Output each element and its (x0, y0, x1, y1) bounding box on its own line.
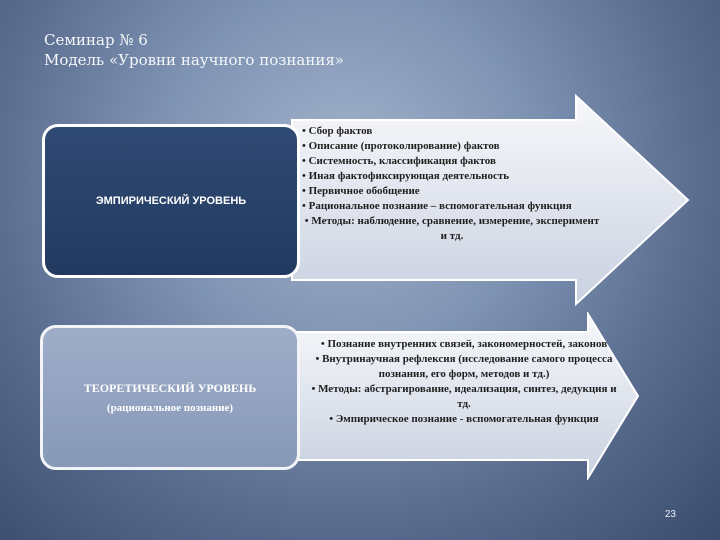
page-number: 23 (664, 509, 676, 520)
empirical-item: • Иная фактофиксирующая деятельность (302, 170, 510, 182)
theoretical-level-sublabel: (рациональное познание) (106, 401, 234, 414)
empirical-item: • Описание (протоколирование) фактов (302, 140, 500, 152)
empirical-item: • Системность, классификация фактов (302, 155, 496, 167)
empirical-item: • Методы: наблюдение, сравнение, измерение, эксперимент и тд. (304, 215, 600, 242)
theoretical-item: • Познание внутренних связей, закономерностей, законов (320, 338, 608, 350)
title-line-2: Модель «Уровни научного познания» (44, 51, 344, 69)
empirical-arrow (290, 94, 690, 306)
theoretical-level-label: ТЕОРЕТИЧЕСКИЙ УРОВЕНЬ (83, 380, 257, 395)
title-line-1: Семинар № 6 (44, 31, 148, 49)
theoretical-list (304, 337, 624, 427)
empirical-level-box (42, 124, 300, 278)
theoretical-arrow (290, 312, 640, 480)
empirical-list (302, 124, 602, 244)
empirical-item: • Рациональное познание – вспомогательная функция (302, 200, 572, 212)
empirical-level-label: ЭМПИРИЧЕСКИЙ УРОВЕНЬ (95, 195, 247, 207)
theoretical-item: • Методы: абстрагирование, идеализация, синтез, дедукция и тд. (311, 383, 617, 410)
empirical-item: • Первичное обобщение (302, 185, 420, 197)
empirical-item: • Сбор фактов (302, 125, 373, 137)
theoretical-level-box (40, 325, 300, 470)
theoretical-item: • Эмпирическое познание - вспомогательная функция (329, 413, 599, 425)
slide-title (44, 30, 344, 70)
theoretical-item: • Внутринаучная рефлексия (исследование самого процесса познания, его форм, методов и тд.) (315, 353, 613, 380)
